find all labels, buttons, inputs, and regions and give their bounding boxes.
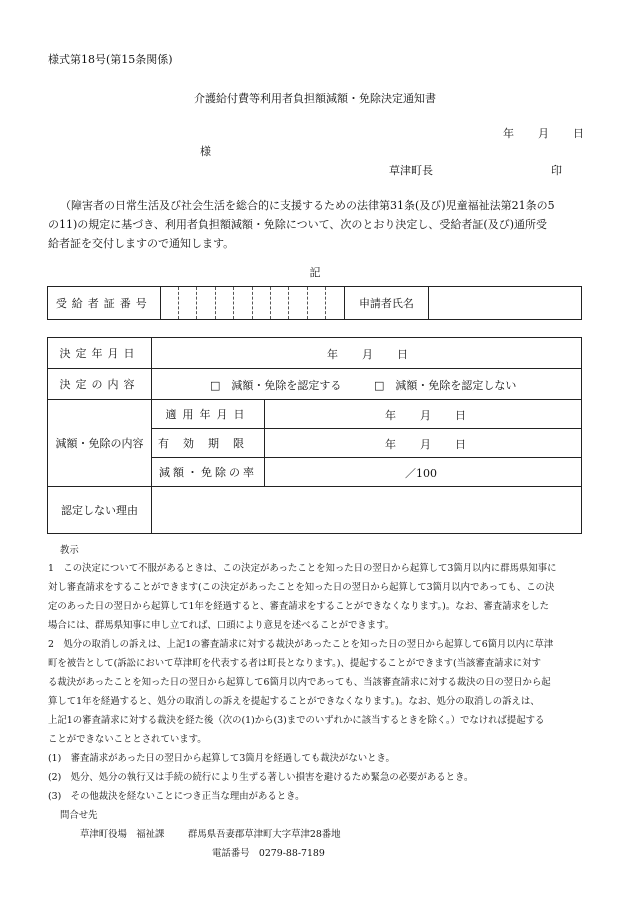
notice-line: 2 処分の取消しの訴えは、上記1の審査請求に対する裁決があったことを知った日の翌日から起算して6箇月以内に草津 bbox=[48, 639, 554, 650]
notice-line: (2) 処分、処分の執行又は手続の続行により生ずる著しい損害を避けるため緊急の必要があるとき。 bbox=[48, 772, 474, 783]
body-line: 給者証を交付しますので通知します。 bbox=[48, 237, 235, 250]
recipient-id-digit[interactable] bbox=[326, 287, 344, 320]
notice-line: る裁決があったことを知った日の翌日から起算して6箇月以内であっても、当該審査請求に対する裁決の日の翌日から起 bbox=[48, 677, 551, 688]
recipient-id-digit[interactable] bbox=[307, 287, 325, 320]
body-line: （障害者の日常生活及び社会生活を総合的に支援するための法律第31条(及び)児童福祉法第21条の5 bbox=[60, 199, 555, 212]
notice-heading: 教示 bbox=[60, 545, 79, 556]
notice-line: ことができないこととされています。 bbox=[48, 734, 207, 745]
seal-mark: 印 bbox=[551, 164, 562, 177]
form-number: 様式第18号(第15条関係) bbox=[48, 53, 173, 66]
notice-line: 1 この決定について不服があるときは、この決定があったことを知った日の翌日から起算して3箇月以内に群馬県知事に bbox=[48, 563, 557, 574]
contact-office: 草津町役場 福祉課 bbox=[80, 829, 165, 840]
notice-line: (1) 審査請求があった日の翌日から起算して3箇月を経過しても裁決がないとき。 bbox=[48, 753, 395, 764]
validity-value[interactable]: 年 月 日 bbox=[265, 429, 582, 458]
reduction-detail-label: 減額・免除の内容 bbox=[48, 400, 152, 487]
notice-line: 上記1の審査請求に対する裁決を経た後（次の(1)から(3)までのいずれかに該当するときを除く。）でなければ提起する bbox=[48, 715, 545, 726]
validity-label: 有効期限 bbox=[152, 429, 265, 458]
option-deny-checkbox[interactable]: □ 減額・免除を認定しない bbox=[374, 379, 517, 392]
option-approve-checkbox[interactable]: □ 減額・免除を認定する bbox=[210, 379, 342, 392]
notice-line: 算して1年を経過すると、処分の取消しの訴えを提起することができなくなります。)。なお、処分の取消しの訴えは、 bbox=[48, 696, 540, 707]
date-year: 年 bbox=[503, 127, 514, 140]
ki-heading: 記 bbox=[309, 266, 321, 279]
issuer: 草津町長 bbox=[389, 164, 433, 177]
recipient-id-digit[interactable] bbox=[197, 287, 215, 320]
decision-content-options bbox=[152, 369, 582, 400]
notice-line: (3) その他裁決を経ないことにつき正当な理由があるとき。 bbox=[48, 791, 305, 802]
date-day: 日 bbox=[573, 127, 584, 140]
notice-line: 対し審査請求をすることができます(この決定があったことを知った日の翌日から起算して3箇月以内であっても、この決 bbox=[48, 582, 555, 593]
addressee-suffix: 様 bbox=[200, 145, 211, 158]
reduction-rate-value[interactable]: ／100 bbox=[265, 458, 582, 487]
recipient-id-digit[interactable] bbox=[234, 287, 252, 320]
notice-line: 場合には、群馬県知事に申し立てれば、口頭により意見を述べることができます。 bbox=[48, 620, 395, 631]
denial-reason-value[interactable] bbox=[152, 487, 582, 534]
decision-date-value[interactable]: 年 月 日 bbox=[152, 338, 582, 369]
recipient-id-label: 受給者証番号 bbox=[48, 287, 161, 320]
recipient-id-digit[interactable] bbox=[179, 287, 197, 320]
recipient-table bbox=[47, 286, 582, 320]
decision-table bbox=[47, 337, 582, 534]
date-month: 月 bbox=[538, 127, 549, 140]
decision-date-label: 決定年月日 bbox=[48, 338, 152, 369]
notice-line: 町を被告として(訴訟において草津町を代表する者は町長となります。)、提起することができます(当該審査請求に対す bbox=[48, 658, 542, 669]
recipient-id-digit[interactable] bbox=[160, 287, 178, 320]
recipient-id-digit[interactable] bbox=[215, 287, 233, 320]
contact-heading: 問合せ先 bbox=[60, 810, 98, 821]
applicant-name-label: 申請者氏名 bbox=[344, 287, 428, 320]
apply-date-value[interactable]: 年 月 日 bbox=[265, 400, 582, 429]
recipient-id-digit[interactable] bbox=[271, 287, 289, 320]
recipient-id-digit[interactable] bbox=[289, 287, 307, 320]
document-title: 介護給付費等利用者負担額減額・免除決定通知書 bbox=[194, 92, 436, 105]
recipient-id-digit[interactable] bbox=[252, 287, 270, 320]
denial-reason-label: 認定しない理由 bbox=[48, 487, 152, 534]
contact-address: 群馬県吾妻郡草津町大字草津28番地 bbox=[188, 829, 341, 840]
reduction-rate-label: 減額・免除の率 bbox=[152, 458, 265, 487]
decision-content-label: 決定の内容 bbox=[48, 369, 152, 400]
contact-phone: 電話番号 0279-88-7189 bbox=[212, 848, 325, 859]
body-line: の11)の規定に基づき、利用者負担額減額・免除について、次のとおり決定し、受給者証(及び)通所受 bbox=[48, 218, 547, 231]
applicant-name-field[interactable] bbox=[429, 287, 582, 320]
notice-line: 定のあった日の翌日から起算して1年を経過すると、審査請求をすることができなくなります。)。なお、審査請求をした bbox=[48, 601, 549, 612]
apply-date-label: 適用年月日 bbox=[152, 400, 265, 429]
